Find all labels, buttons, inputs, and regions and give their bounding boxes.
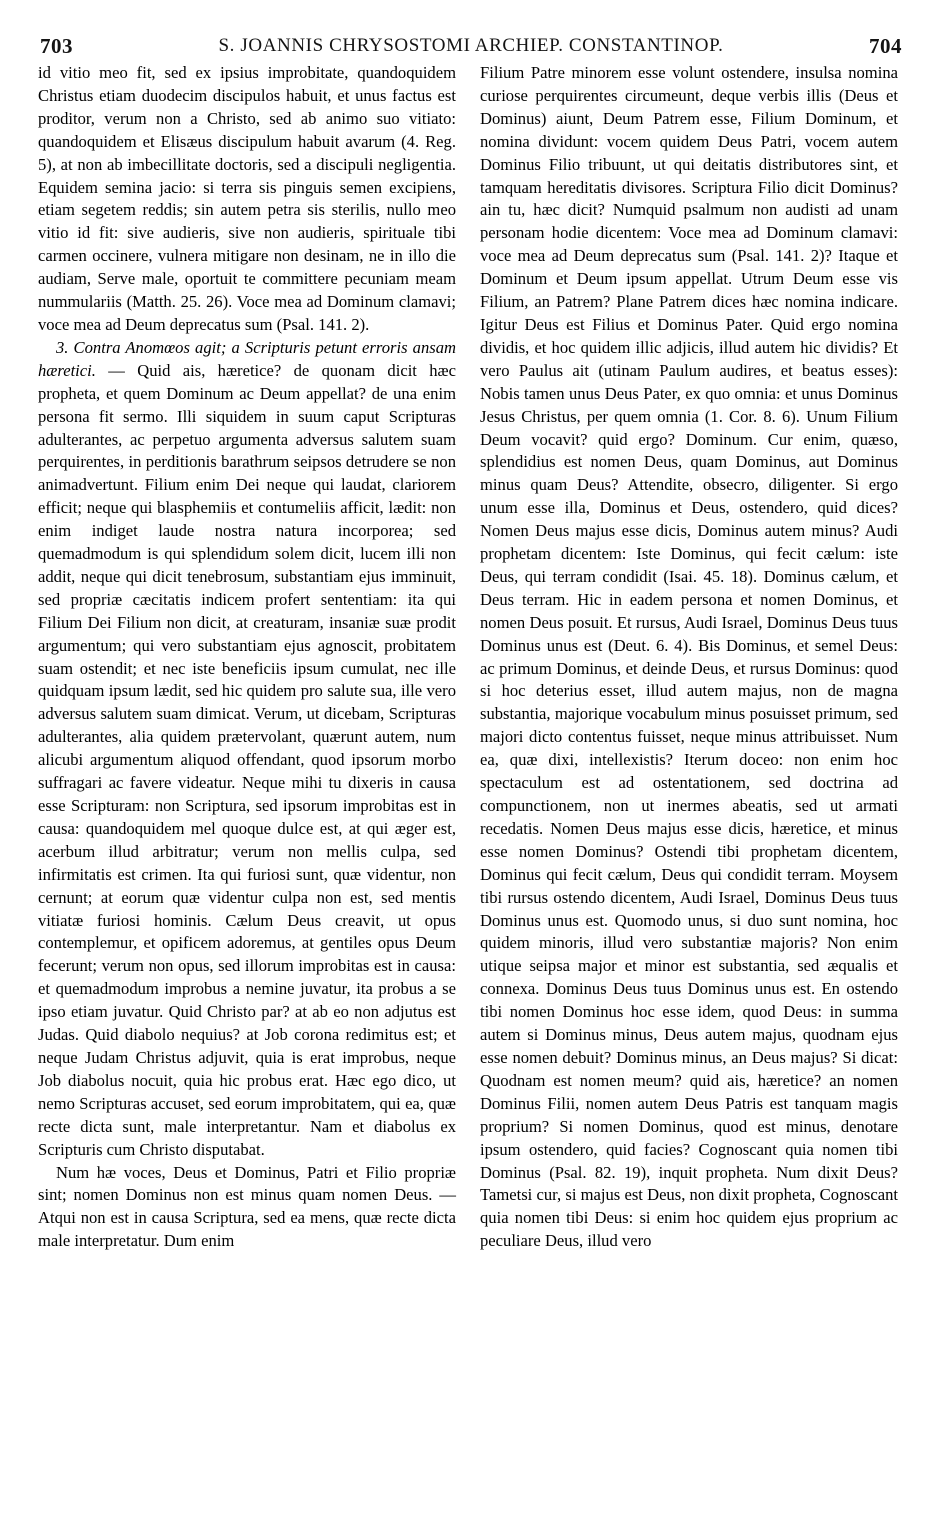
page-number-left: 703 bbox=[40, 34, 73, 58]
left-paragraph-3: Num hæ voces, Deus et Dominus, Patri et Filio propriæ sint; nomen Dominus non est minus quam nomen Deus. — Atqui non est in causa Scriptura, sed ea mens, quæ recte dicta male interpretatur. Dum enim bbox=[38, 1162, 456, 1251]
left-paragraph-2-body: — Quid ais, hæretice? de quonam dicit hæc propheta, et quem Dominum ac Deum appellat? de una enim persona fit sermo. Illi siquidem in suum caput Scripturas adulterantes, ac perpetuo argumenta adversus salutem suam perquirentes, in perditionis barathrum seipsos detrudere se non animadvertunt. Filium enim Dei neque qui laudat, clariorem efficit; neque qui blasphemiis et contumeliis afficit, lædit: non enim indiget laude nostra natura incorporea; sed quemadmodum is qui splendidum solem dicit, lucem illi non addit, neque qui dicit tenebrosum, substantiam ejus imminuit, sed propriæ cæcitatis indicem profert sententiam: ita qui Filium Dei Filium non dicit, at creaturam, insaniæ suæ prodit argumentum; qui vero substantiam ejus agnoscit, probitatem suam ostendit; et nec iste beneficiis ipsum cumulat, nec ille quidquam ipsum lædit, sed hic quidem pro salute sua, ille vero adversus salutem suam dimicat. Verum, ut dicebam, Scripturas adulterantes, alia quidem prætervolant, quærunt autem, num alicubi argumentum aliquod offendant, quod ipsorum morbo suffragari ac favere videatur. Neque mihi tu dixeris in causa esse Scripturam: non Scriptura, sed ipsorum improbitas est in causa: quandoquidem mel quoque dulce est, at qui æger est, acerbum illud arbitratur; verum non mellis culpa, sed infirmitatis est crimen. Ita qui furiosi sunt, quæ videntur, non cernunt; at eorum quæ videntur culpa non est, sed mentis vitiatæ furiosi hominis. Cælum Deus creavit, ut opus contemplemur, et opificem adoremus, at gentiles opus Deum fecerunt; verum non opus, sed illorum improbitas est in causa: et quemadmodum improbus a nemine juvatur, ita probus a se ipso etiam juvatur. Quid Christo par? at ab eo non adjutus est Judas. Quid diabolo nequius? at Job corona redimitus est; et neque Judam Christus adjuvit, quia is erat improbus, neque Job diabolus nocuit, quia hic probus erat. Hæc ego dico, ut nemo Scripturas accuset, sed eorum improbitatem, qui ea, quæ recte dicta sunt, male interpretantur. Nam et diabolus ex Scripturis cum Christo disputabat. bbox=[38, 360, 456, 1159]
left-column bbox=[38, 62, 456, 1253]
running-header bbox=[34, 32, 908, 62]
running-title: S. JOANNIS CHRYSOSTOMI ARCHIEP. CONSTANTINOP. bbox=[218, 35, 724, 56]
page-number-right: 704 bbox=[869, 34, 902, 58]
left-paragraph-1: id vitio meo fit, sed ex ipsius improbitate, quandoquidem Christus etiam duodecim discipulos habuit, et unus factus est proditor, verum non a Christo, sed ab animo suo vitiato: quandoquidem et Elisæus discipulum habuit avarum (4. Reg. 5), at non ab imbecillitate doctoris, sed a discipuli negligentia. Equidem semina jacio: si terra sis pinguis semen excipiens, etiam segetem reddis; sin autem petra sis sterilis, nullo meo vitio id fit: sive audieris, sive non audieris, spirituale tibi carmen occinere, vulnera mitigare non desinam, ne in illo die audiam, Serve male, oportuit te committere pecuniam meam nummulariis (Matth. 25. 26). Voce mea ad Dominum clamavi; voce mea ad Deum deprecatus sum (Psal. 141. 2). bbox=[38, 63, 456, 334]
right-paragraph-1: Filium Patre minorem esse volunt ostendere, insulsa nomina curiose perquirentes circumeunt, deque verbis illis (Deus et Dominus) aiunt, Deum Patrem esse, Filium Dominum, et nomina dividunt: vocem quidem Deus Patri, vocem autem Dominus Filio tribuunt, ut qui deitatis distributores sint, et tamquam hereditatis divisores. Scriptura Filio dicit Dominus? ain tu, hæc dicit? Numquid psalmum non audisti ad unam personam hodie dicentem: Voce mea ad Dominum clamavi: voce mea ad Deum deprecatus sum (Psal. 141. 2)? Itaque et Dominum et Deum ipsum appellat. Utrum Deum esse vis Filium, an Patrem? Plane Patrem dices hæc nomina indicare. Igitur Deus est Filius et Dominus Pater. Quid ergo nomina dividis, et hoc quidem illic adjicis, illud autem hic dividis? Et vero Paulus ait (utinam Paulum audires, et beatus esses): Nobis tamen unus Deus Pater, ex quo omnia: et unus Dominus Jesus Christus, per quem omnia (1. Cor. 8. 6). Unum Filium Deum vocavit? quid ergo? Dominum. Cur enim, quæso, splendidius est nomen Deus, quam Dominus, aut Dominus minus quam Deus? Attendite, obsecro, diligenter. Si ergo unum esse illa, Dominus et Deus, ostendero, quid dices? Nomen Deus majus esse dicis, Dominus autem minus? Audi prophetam dicentem: Iste Dominus, qui fecit cælum: iste Deus, qui terram condidit (Isai. 45. 18). Dominus cælum, et Deus terram. Hic in eadem persona et nomen Dominus, et nomen Deus posuit. Et rursus, Audi Israel, Dominus Deus tuus Dominus unus est (Deut. 6. 4). Bis Dominus, et semel Deus: ac primum Dominus, et deinde Deus, et rursus Dominus: quod si hoc deterius esset, illud autem majus, non de magna substantia, majorique vocabulum minus posuisset primum, sed majori dicto contentus fuisset, neque minus attribuisset. Num ea, quæ dixi, intellexistis? Iterum doceo: non enim hoc spectaculum est ad ostentationem, sed doctrina ad compunctionem, non ut inermes abeatis, sed ut armati recedatis. Nomen Deus majus esse dicis, hæretice, et minus esse nomen Dominus? Ostendi tibi prophetam dicentem, Dominus qui fecit cælum, Deus qui condidit terram. Moysem tibi rursus ostendo dicentem, Audi Israel, Dominus Deus tuus Dominus unus est. Quomodo unus, si duo sunt nomina, hoc quidem minoris, illud vero substantiæ majoris? Non enim utique seipsa major et minor est substantia, sed æqualis et connexa. Dominus Deus tuus Dominus unus est. En ostendo tibi nomen Dominus hoc esse idem, quod Deus: in summa autem si Dominus minus, Deus autem majus, quodnam ejus esse nomen debuit? Dominus minus, an Deus majus? Si dicat: Quodnam est nomen meum? quid ais, hæretice? an nomen Dominus Filii, nomen autem Deus Patris est tanquam magis proprium? Si nomen Dominus, quod est minus, denotare ipsum ostendero, quid facies? Cognoscant quia nomen tibi Dominus (Psal. 82. 19), inquit propheta. Num dixit Deus? Tametsi cur, si majus est Deus, non dixit propheta, Cognoscant quia nomen tibi Deus: si enim hoc quidem ejus proprium ac peculiare Deus, illud vero bbox=[480, 63, 898, 1251]
left-paragraph-2 bbox=[38, 337, 456, 1162]
right-column bbox=[480, 62, 898, 1253]
section-heading-3: 3. Contra Anomœos agit; a Scripturis petunt erroris ansam hæretici. bbox=[38, 337, 456, 380]
